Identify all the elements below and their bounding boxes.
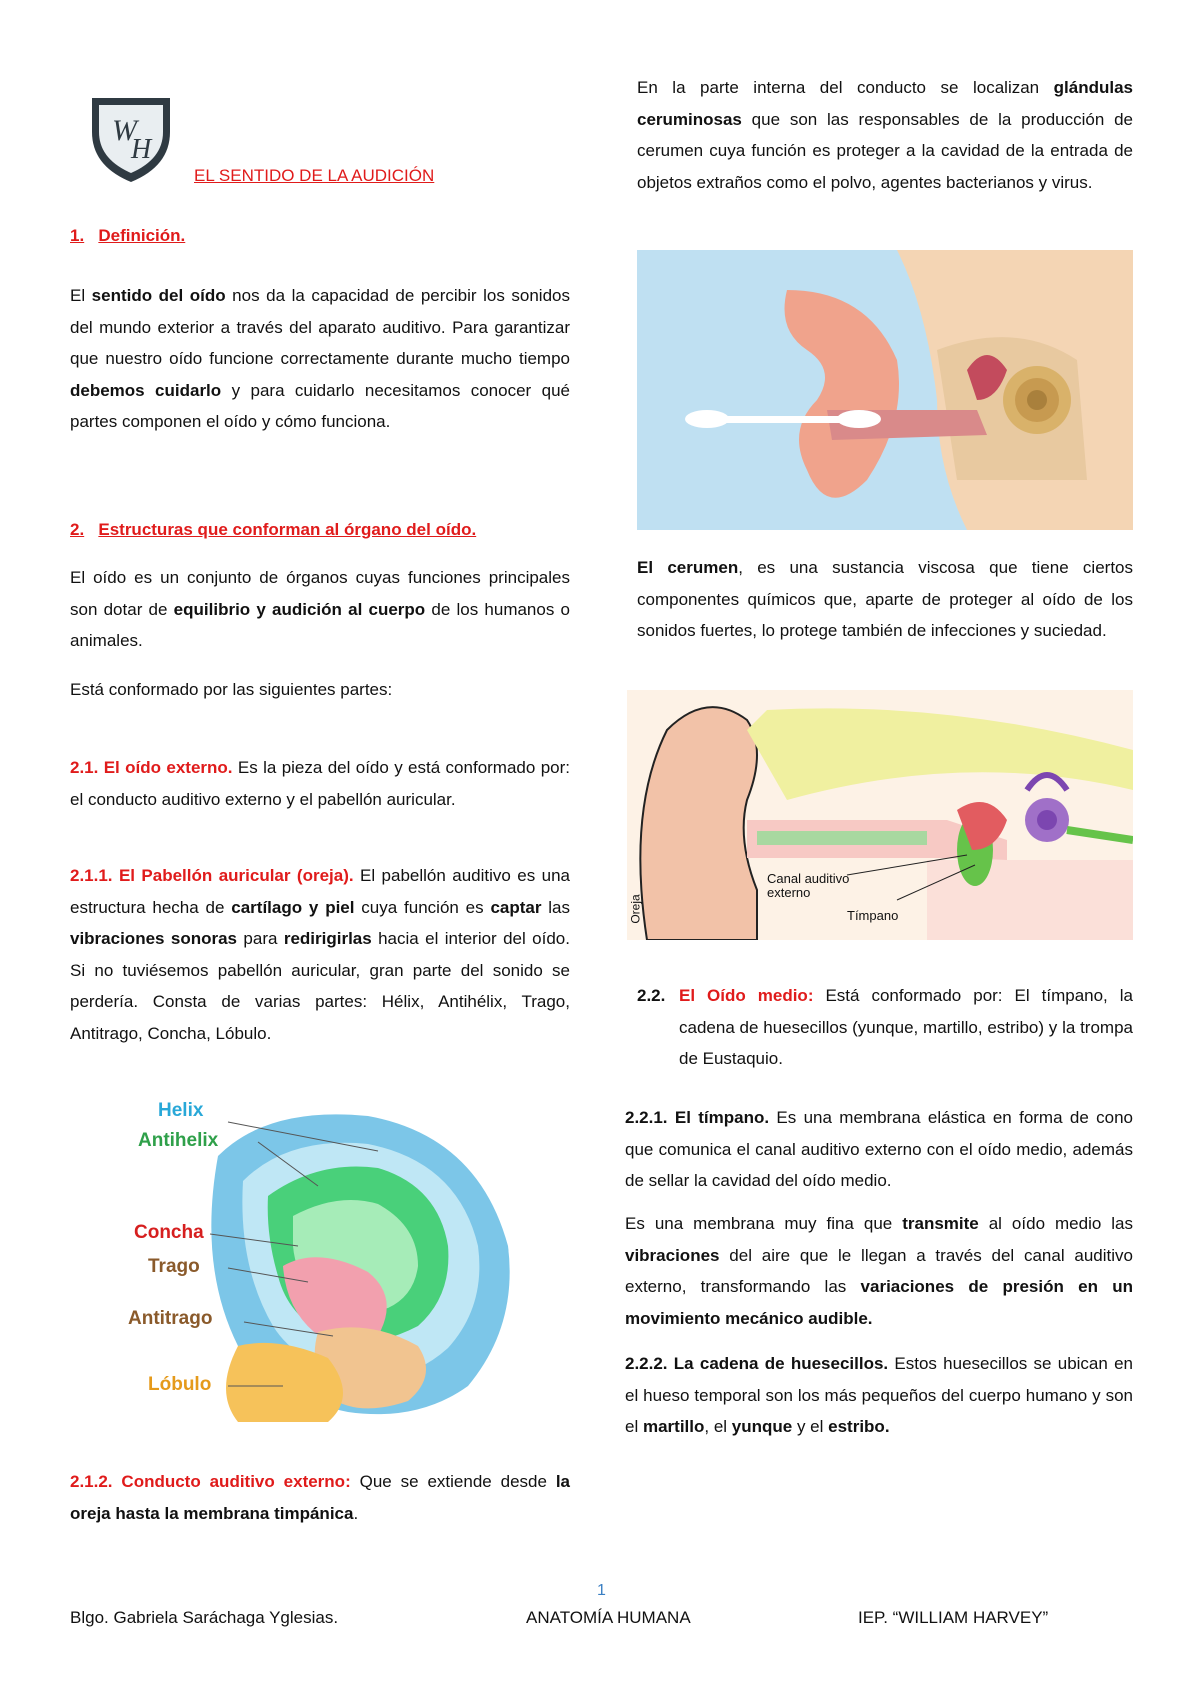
ossicles-paragraph (625, 1348, 1133, 1443)
structures-paragraph (70, 562, 570, 657)
section-1-heading: 1. Definición. (70, 226, 186, 245)
pinna-run: cuya función es (354, 897, 491, 917)
definition-run: nos da la capacidad de percibir los sonidos del mundo exterior a través del aparato auditivo. Para garantizar que nuestro oído funcione correctamente durante mucho tiempo (70, 286, 570, 368)
structures-run: equilibrio y audición al cuerpo (173, 599, 426, 619)
parts-intro: Está conformado por las siguientes partes: (70, 680, 393, 699)
pinna-run: redirigirlas (283, 929, 372, 948)
ossicles-run: 2.2.2. La cadena de huesecillos. (625, 1354, 889, 1373)
svg-text:W: W (112, 114, 137, 147)
label-trago: Trago (148, 1256, 200, 1277)
eardrum-detail-run: al oído medio las (978, 1214, 1134, 1233)
footer-course: ANATOMÍA HUMANA (526, 1608, 691, 1627)
eardrum-detail-paragraph (625, 1208, 1133, 1334)
label-lobulo: Lóbulo (148, 1374, 212, 1395)
section-2-heading: 2. Estructuras que conforman al órgano del oído. (70, 520, 477, 539)
eardrum-detail-run: del aire que le llegan a través del canal auditivo externo, transformando las (625, 1245, 1133, 1296)
eardrum-detail-run: variaciones de presión en un movimiento mecánico audible. (625, 1277, 1133, 1328)
label-timpano: Tímpano (847, 908, 899, 923)
pinna-diagram (118, 1096, 528, 1422)
school-logo (88, 92, 174, 186)
pinna-run: hacia el interior del oído. Si no tuviésemos pabellón auricular, gran parte del sonido se perdería. Consta de varias partes: Hélix, Antihélix, Trago, Antitrago, Concha, Lóbulo. (70, 929, 570, 1043)
footer-school: IEP. “WILLIAM HARVEY” (858, 1608, 1049, 1627)
label-oreja: Oreja (628, 894, 643, 924)
ceruminous-run: glándulas ceruminosas (637, 78, 1133, 129)
definition-run: El (70, 286, 92, 305)
pinna-run: captar (490, 897, 542, 917)
ossicles-run: y el (792, 1417, 829, 1436)
external-ear-paragraph: 2.1. El oído externo. Es la pieza del oído y está conformado por: el conducto auditivo externo y el pabellón auricular. (70, 758, 570, 809)
ossicles-run: , el (704, 1417, 732, 1436)
ceruminous-glands-paragraph (637, 72, 1133, 198)
label-antihelix: Antihelix (138, 1130, 219, 1151)
ceruminous-run: En la parte interna del conducto se localizan (637, 78, 1054, 97)
structures-run: El oído es un conjunto de órganos cuyas funciones principales son dotar de (70, 568, 570, 619)
ear-canal-diagram (627, 690, 1133, 940)
footer-author: Blgo. Gabriela Saráchaga Yglesias. (70, 1608, 339, 1627)
cerumen-paragraph (637, 552, 1133, 647)
pinna-run: vibraciones sonoras (70, 929, 238, 948)
eardrum-detail-run: transmite (902, 1214, 979, 1233)
ossicles-run: yunque (731, 1417, 793, 1436)
eardrum-label: 2.2.1. El tímpano. (625, 1108, 770, 1127)
ceruminous-run: que son las responsables de la producción de cerumen cuya función es proteger a la cavidad de la entrada de objetos extraños como el polvo, agentes bacterianos y virus. (637, 109, 1133, 192)
cerumen-run: , es una sustancia viscosa que tiene ciertos componentes químicos que, aparte de proteger al oído de los sonidos fuertes, lo protege también de infecciones y suciedad. (637, 558, 1134, 640)
middle-ear-paragraph: 2.2. El Oído medio: Está conformado por: El tímpano, la cadena de huesecillos (yunque, martillo, estribo) y la trompa de Eustaquio. (637, 986, 1133, 1068)
ear-canal-label: 2.1.2. Conducto auditivo externo: (70, 1472, 351, 1491)
ear-cotton-swab-illustration (637, 250, 1133, 530)
definition-run: debemos cuidarlo (70, 380, 222, 400)
structures-run: de los humanos o animales. (70, 599, 570, 650)
label-antitrago: Antitrago (128, 1308, 213, 1329)
definition-run: y para cuidarlo necesitamos conocer qué partes componen el oído y cómo funciona. (70, 380, 570, 431)
cerumen-run: El cerumen (637, 558, 739, 577)
pinna-run: El pabellón auditivo es una estructura hecha de (70, 866, 570, 917)
eardrum-paragraph: 2.2.1. El tímpano. Es una membrana elástica en forma de cono que comunica el canal auditivo externo con el oído medio, además de sellar la cavidad del oído medio. (625, 1108, 1133, 1190)
page-number: 1 (597, 1582, 606, 1599)
svg-text:H: H (131, 134, 152, 165)
middle-ear-label: El Oído medio: (679, 986, 814, 1005)
eardrum-detail-run: vibraciones (625, 1245, 720, 1265)
ossicles-run: martillo (642, 1417, 705, 1436)
label-concha: Concha (134, 1222, 204, 1243)
pinna-label: 2.1.1. El Pabellón auricular (oreja). (70, 866, 354, 885)
ossicles-run: estribo. (828, 1417, 890, 1436)
pinna-paragraph (70, 860, 570, 1049)
pinna-run: para (237, 929, 284, 948)
label-helix: Helix (158, 1100, 204, 1121)
pinna-run: las (541, 897, 571, 917)
definition-paragraph (70, 280, 570, 438)
external-ear-label: 2.1. El oído externo. (70, 758, 233, 777)
page-title: EL SENTIDO DE LA AUDICIÓN (194, 166, 435, 185)
pinna-run: cartílago y piel (231, 897, 355, 917)
ear-canal-paragraph: 2.1.2. Conducto auditivo externo: Que se extiende desde la oreja hasta la membrana timpánica. (70, 1472, 570, 1523)
ossicles-run: Estos huesecillos se ubican en el hueso temporal son los más pequeños del cuerpo humano y son el (625, 1354, 1133, 1436)
label-canal-auditivo: Canal auditivo externo (767, 871, 850, 900)
definition-run: sentido del oído (91, 286, 226, 305)
eardrum-detail-run: Es una membrana muy fina que (625, 1214, 903, 1233)
